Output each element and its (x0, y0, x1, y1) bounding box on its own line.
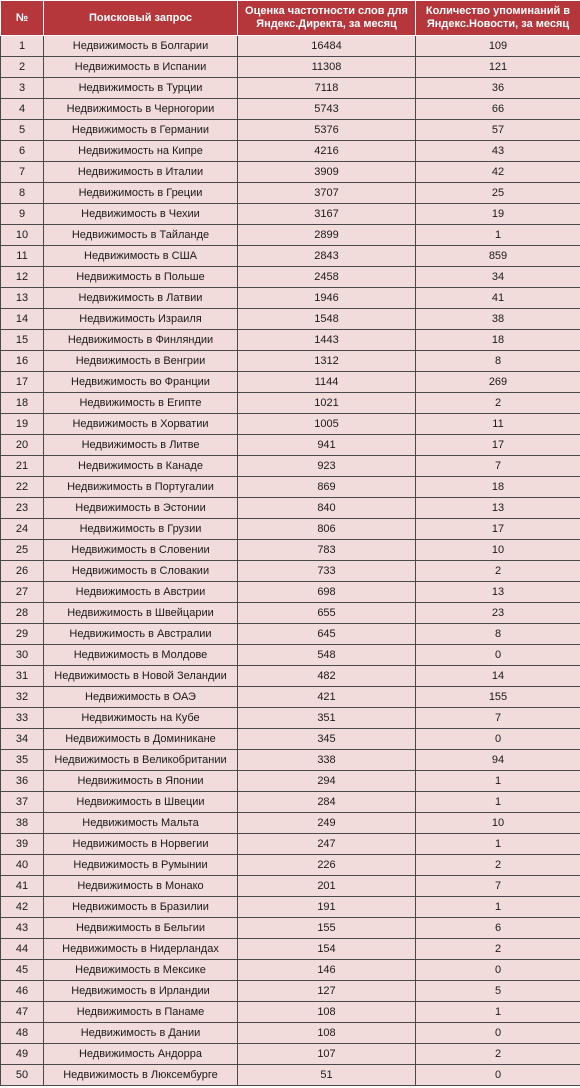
row-number-cell: 46 (1, 981, 44, 1002)
row-number-cell: 12 (1, 267, 44, 288)
row-number-cell: 22 (1, 477, 44, 498)
table-row (1, 603, 580, 624)
row-number-cell: 47 (1, 1002, 44, 1023)
direct-frequency-cell: 869 (238, 477, 416, 498)
row-number-cell: 37 (1, 792, 44, 813)
table-row (1, 918, 580, 939)
search-query-cell: Недвижимость на Кубе (44, 708, 238, 729)
table-row (1, 708, 580, 729)
row-number-cell: 48 (1, 1023, 44, 1044)
table-row (1, 393, 580, 414)
direct-frequency-cell: 1021 (238, 393, 416, 414)
search-query-cell: Недвижимость на Кипре (44, 141, 238, 162)
news-mentions-cell: 17 (416, 519, 580, 540)
search-query-cell: Недвижимость в Венгрии (44, 351, 238, 372)
table-row (1, 939, 580, 960)
direct-frequency-cell: 2899 (238, 225, 416, 246)
direct-frequency-cell: 4216 (238, 141, 416, 162)
search-query-cell: Недвижимость в Эстонии (44, 498, 238, 519)
row-number-cell: 16 (1, 351, 44, 372)
direct-frequency-cell: 3909 (238, 162, 416, 183)
news-mentions-cell: 25 (416, 183, 580, 204)
news-mentions-cell: 1 (416, 792, 580, 813)
search-query-cell: Недвижимость в Ирландии (44, 981, 238, 1002)
search-query-cell: Недвижимость в Мексике (44, 960, 238, 981)
table-row (1, 960, 580, 981)
search-query-cell: Недвижимость в Швейцарии (44, 603, 238, 624)
row-number-cell: 23 (1, 498, 44, 519)
table-row (1, 309, 580, 330)
direct-frequency-cell: 107 (238, 1044, 416, 1065)
search-query-cell: Недвижимость Андорра (44, 1044, 238, 1065)
direct-frequency-cell: 2458 (238, 267, 416, 288)
table-row (1, 561, 580, 582)
header-search-query: Поисковый запрос (44, 1, 238, 36)
news-mentions-cell: 19 (416, 204, 580, 225)
news-mentions-cell: 43 (416, 141, 580, 162)
direct-frequency-cell: 155 (238, 918, 416, 939)
direct-frequency-cell: 11308 (238, 57, 416, 78)
row-number-cell: 43 (1, 918, 44, 939)
row-number-cell: 27 (1, 582, 44, 603)
news-mentions-cell: 7 (416, 876, 580, 897)
direct-frequency-cell: 108 (238, 1002, 416, 1023)
news-mentions-cell: 2 (416, 561, 580, 582)
direct-frequency-cell: 655 (238, 603, 416, 624)
direct-frequency-cell: 146 (238, 960, 416, 981)
direct-frequency-cell: 154 (238, 939, 416, 960)
search-query-cell: Недвижимость в Румынии (44, 855, 238, 876)
news-mentions-cell: 0 (416, 1023, 580, 1044)
news-mentions-cell: 34 (416, 267, 580, 288)
news-mentions-cell: 14 (416, 666, 580, 687)
search-query-cell: Недвижимость в Португалии (44, 477, 238, 498)
table-row (1, 519, 580, 540)
search-query-cell: Недвижимость в США (44, 246, 238, 267)
news-mentions-cell: 1 (416, 834, 580, 855)
news-mentions-cell: 121 (416, 57, 580, 78)
row-number-cell: 8 (1, 183, 44, 204)
table-row (1, 204, 580, 225)
direct-frequency-cell: 5376 (238, 120, 416, 141)
table-row (1, 225, 580, 246)
search-query-cell: Недвижимость в Бразилии (44, 897, 238, 918)
news-mentions-cell: 18 (416, 330, 580, 351)
search-query-cell: Недвижимость в Польше (44, 267, 238, 288)
search-query-cell: Недвижимость в Черногории (44, 99, 238, 120)
search-query-cell: Недвижимость в Латвии (44, 288, 238, 309)
header-row (1, 1, 580, 36)
row-number-cell: 13 (1, 288, 44, 309)
search-query-cell: Недвижимость Мальта (44, 813, 238, 834)
search-query-cell: Недвижимость в Великобритании (44, 750, 238, 771)
news-mentions-cell: 66 (416, 99, 580, 120)
table-row (1, 666, 580, 687)
table-row (1, 183, 580, 204)
direct-frequency-cell: 108 (238, 1023, 416, 1044)
news-mentions-cell: 94 (416, 750, 580, 771)
row-number-cell: 33 (1, 708, 44, 729)
direct-frequency-cell: 7118 (238, 78, 416, 99)
direct-frequency-cell: 3707 (238, 183, 416, 204)
direct-frequency-cell: 345 (238, 729, 416, 750)
table-row (1, 540, 580, 561)
news-mentions-cell: 11 (416, 414, 580, 435)
news-mentions-cell: 155 (416, 687, 580, 708)
direct-frequency-cell: 783 (238, 540, 416, 561)
row-number-cell: 36 (1, 771, 44, 792)
table-row (1, 36, 580, 57)
table-row (1, 1002, 580, 1023)
row-number-cell: 17 (1, 372, 44, 393)
search-query-cell: Недвижимость в Греции (44, 183, 238, 204)
direct-frequency-cell: 806 (238, 519, 416, 540)
news-mentions-cell: 0 (416, 645, 580, 666)
direct-frequency-cell: 1312 (238, 351, 416, 372)
direct-frequency-cell: 1443 (238, 330, 416, 351)
news-mentions-cell: 1 (416, 771, 580, 792)
header-direct-frequency: Оценка частотности слов для Яндекс.Директа, за месяц (238, 1, 416, 36)
search-query-cell: Недвижимость в ОАЭ (44, 687, 238, 708)
direct-frequency-cell: 351 (238, 708, 416, 729)
search-query-cell: Недвижимость в Австралии (44, 624, 238, 645)
search-query-cell: Недвижимость в Хорватии (44, 414, 238, 435)
row-number-cell: 29 (1, 624, 44, 645)
news-mentions-cell: 0 (416, 729, 580, 750)
news-mentions-cell: 269 (416, 372, 580, 393)
row-number-cell: 34 (1, 729, 44, 750)
direct-frequency-cell: 1005 (238, 414, 416, 435)
table-row (1, 771, 580, 792)
news-mentions-cell: 2 (416, 1044, 580, 1065)
news-mentions-cell: 1 (416, 1002, 580, 1023)
news-mentions-cell: 10 (416, 540, 580, 561)
table-row (1, 414, 580, 435)
row-number-cell: 3 (1, 78, 44, 99)
direct-frequency-cell: 249 (238, 813, 416, 834)
table-row (1, 57, 580, 78)
search-query-cell: Недвижимость в Испании (44, 57, 238, 78)
search-query-cell: Недвижимость в Финляндии (44, 330, 238, 351)
search-query-cell: Недвижимость в Монако (44, 876, 238, 897)
table-row (1, 456, 580, 477)
table-row (1, 288, 580, 309)
table-row (1, 372, 580, 393)
news-mentions-cell: 1 (416, 225, 580, 246)
row-number-cell: 50 (1, 1065, 44, 1086)
row-number-cell: 14 (1, 309, 44, 330)
table-row (1, 141, 580, 162)
table-row (1, 687, 580, 708)
table-row (1, 351, 580, 372)
table-row (1, 855, 580, 876)
row-number-cell: 11 (1, 246, 44, 267)
news-mentions-cell: 38 (416, 309, 580, 330)
table-row (1, 435, 580, 456)
search-query-cell: Недвижимость в Доминикане (44, 729, 238, 750)
search-query-cell: Недвижимость в Бельгии (44, 918, 238, 939)
direct-frequency-cell: 127 (238, 981, 416, 1002)
row-number-cell: 28 (1, 603, 44, 624)
row-number-cell: 45 (1, 960, 44, 981)
direct-frequency-cell: 482 (238, 666, 416, 687)
row-number-cell: 2 (1, 57, 44, 78)
table-body (1, 36, 580, 1086)
table-row (1, 498, 580, 519)
table-row (1, 729, 580, 750)
row-number-cell: 9 (1, 204, 44, 225)
table-row (1, 99, 580, 120)
row-number-cell: 5 (1, 120, 44, 141)
search-query-cell: Недвижимость Израиля (44, 309, 238, 330)
row-number-cell: 20 (1, 435, 44, 456)
direct-frequency-cell: 191 (238, 897, 416, 918)
table-row (1, 477, 580, 498)
table-row (1, 750, 580, 771)
news-mentions-cell: 8 (416, 351, 580, 372)
table-row (1, 1044, 580, 1065)
direct-frequency-cell: 3167 (238, 204, 416, 225)
news-mentions-cell: 7 (416, 456, 580, 477)
direct-frequency-cell: 2843 (238, 246, 416, 267)
news-mentions-cell: 2 (416, 939, 580, 960)
direct-frequency-cell: 294 (238, 771, 416, 792)
row-number-cell: 1 (1, 36, 44, 57)
direct-frequency-cell: 840 (238, 498, 416, 519)
news-mentions-cell: 0 (416, 1065, 580, 1086)
table-row (1, 792, 580, 813)
row-number-cell: 39 (1, 834, 44, 855)
table-row (1, 1065, 580, 1086)
search-query-cell: Недвижимость во Франции (44, 372, 238, 393)
search-query-cell: Недвижимость в Дании (44, 1023, 238, 1044)
news-mentions-cell: 2 (416, 393, 580, 414)
news-mentions-cell: 859 (416, 246, 580, 267)
search-query-cell: Недвижимость в Словакии (44, 561, 238, 582)
search-query-cell: Недвижимость в Панаме (44, 1002, 238, 1023)
search-query-cell: Недвижимость в Италии (44, 162, 238, 183)
direct-frequency-cell: 226 (238, 855, 416, 876)
table-row (1, 120, 580, 141)
direct-frequency-cell: 247 (238, 834, 416, 855)
table-row (1, 624, 580, 645)
row-number-cell: 35 (1, 750, 44, 771)
search-query-cell: Недвижимость в Канаде (44, 456, 238, 477)
row-number-cell: 40 (1, 855, 44, 876)
row-number-cell: 41 (1, 876, 44, 897)
direct-frequency-cell: 698 (238, 582, 416, 603)
row-number-cell: 7 (1, 162, 44, 183)
search-query-cell: Недвижимость в Тайланде (44, 225, 238, 246)
table-row (1, 813, 580, 834)
news-mentions-cell: 7 (416, 708, 580, 729)
row-number-cell: 24 (1, 519, 44, 540)
table-row (1, 330, 580, 351)
direct-frequency-cell: 941 (238, 435, 416, 456)
direct-frequency-cell: 1144 (238, 372, 416, 393)
news-mentions-cell: 57 (416, 120, 580, 141)
row-number-cell: 32 (1, 687, 44, 708)
direct-frequency-cell: 201 (238, 876, 416, 897)
header-news-mentions: Количество упоминаний в Яндекс.Новости, за месяц (416, 1, 580, 36)
search-query-cell: Недвижимость в Германии (44, 120, 238, 141)
news-mentions-cell: 41 (416, 288, 580, 309)
news-mentions-cell: 109 (416, 36, 580, 57)
search-query-cell: Недвижимость в Швеции (44, 792, 238, 813)
news-mentions-cell: 13 (416, 498, 580, 519)
news-mentions-cell: 23 (416, 603, 580, 624)
table-row (1, 834, 580, 855)
search-query-cell: Недвижимость в Норвегии (44, 834, 238, 855)
row-number-cell: 49 (1, 1044, 44, 1065)
row-number-cell: 21 (1, 456, 44, 477)
direct-frequency-cell: 5743 (238, 99, 416, 120)
table-header (1, 1, 580, 36)
search-query-cell: Недвижимость в Нидерландах (44, 939, 238, 960)
search-query-cell: Недвижимость в Чехии (44, 204, 238, 225)
search-query-cell: Недвижимость в Болгарии (44, 36, 238, 57)
row-number-cell: 26 (1, 561, 44, 582)
row-number-cell: 31 (1, 666, 44, 687)
row-number-cell: 18 (1, 393, 44, 414)
news-mentions-cell: 10 (416, 813, 580, 834)
row-number-cell: 19 (1, 414, 44, 435)
table-row (1, 246, 580, 267)
search-query-cell: Недвижимость в Австрии (44, 582, 238, 603)
news-mentions-cell: 17 (416, 435, 580, 456)
news-mentions-cell: 42 (416, 162, 580, 183)
table-row (1, 645, 580, 666)
direct-frequency-cell: 51 (238, 1065, 416, 1086)
search-query-cell: Недвижимость в Молдове (44, 645, 238, 666)
table-row (1, 897, 580, 918)
table-row (1, 267, 580, 288)
table-row (1, 876, 580, 897)
table-row (1, 582, 580, 603)
news-mentions-cell: 8 (416, 624, 580, 645)
direct-frequency-cell: 645 (238, 624, 416, 645)
table-row (1, 162, 580, 183)
row-number-cell: 30 (1, 645, 44, 666)
row-number-cell: 4 (1, 99, 44, 120)
search-query-cell: Недвижимость в Турции (44, 78, 238, 99)
row-number-cell: 6 (1, 141, 44, 162)
row-number-cell: 10 (1, 225, 44, 246)
row-number-cell: 15 (1, 330, 44, 351)
news-mentions-cell: 36 (416, 78, 580, 99)
search-query-cell: Недвижимость в Японии (44, 771, 238, 792)
direct-frequency-cell: 548 (238, 645, 416, 666)
search-query-cell: Недвижимость в Египте (44, 393, 238, 414)
search-query-cell: Недвижимость в Грузии (44, 519, 238, 540)
direct-frequency-cell: 421 (238, 687, 416, 708)
search-query-cell: Недвижимость в Новой Зеландии (44, 666, 238, 687)
row-number-cell: 44 (1, 939, 44, 960)
table-row (1, 78, 580, 99)
search-query-cell: Недвижимость в Словении (44, 540, 238, 561)
header-number: № (1, 1, 44, 36)
direct-frequency-cell: 16484 (238, 36, 416, 57)
news-mentions-cell: 1 (416, 897, 580, 918)
search-query-cell: Недвижимость в Люксембурге (44, 1065, 238, 1086)
table-row (1, 1023, 580, 1044)
direct-frequency-cell: 284 (238, 792, 416, 813)
direct-frequency-cell: 923 (238, 456, 416, 477)
news-mentions-cell: 2 (416, 855, 580, 876)
row-number-cell: 38 (1, 813, 44, 834)
search-query-cell: Недвижимость в Литве (44, 435, 238, 456)
news-mentions-cell: 5 (416, 981, 580, 1002)
direct-frequency-cell: 338 (238, 750, 416, 771)
direct-frequency-cell: 733 (238, 561, 416, 582)
direct-frequency-cell: 1946 (238, 288, 416, 309)
row-number-cell: 42 (1, 897, 44, 918)
table-row (1, 981, 580, 1002)
news-mentions-cell: 18 (416, 477, 580, 498)
direct-frequency-cell: 1548 (238, 309, 416, 330)
news-mentions-cell: 13 (416, 582, 580, 603)
row-number-cell: 25 (1, 540, 44, 561)
news-mentions-cell: 6 (416, 918, 580, 939)
news-mentions-cell: 0 (416, 960, 580, 981)
